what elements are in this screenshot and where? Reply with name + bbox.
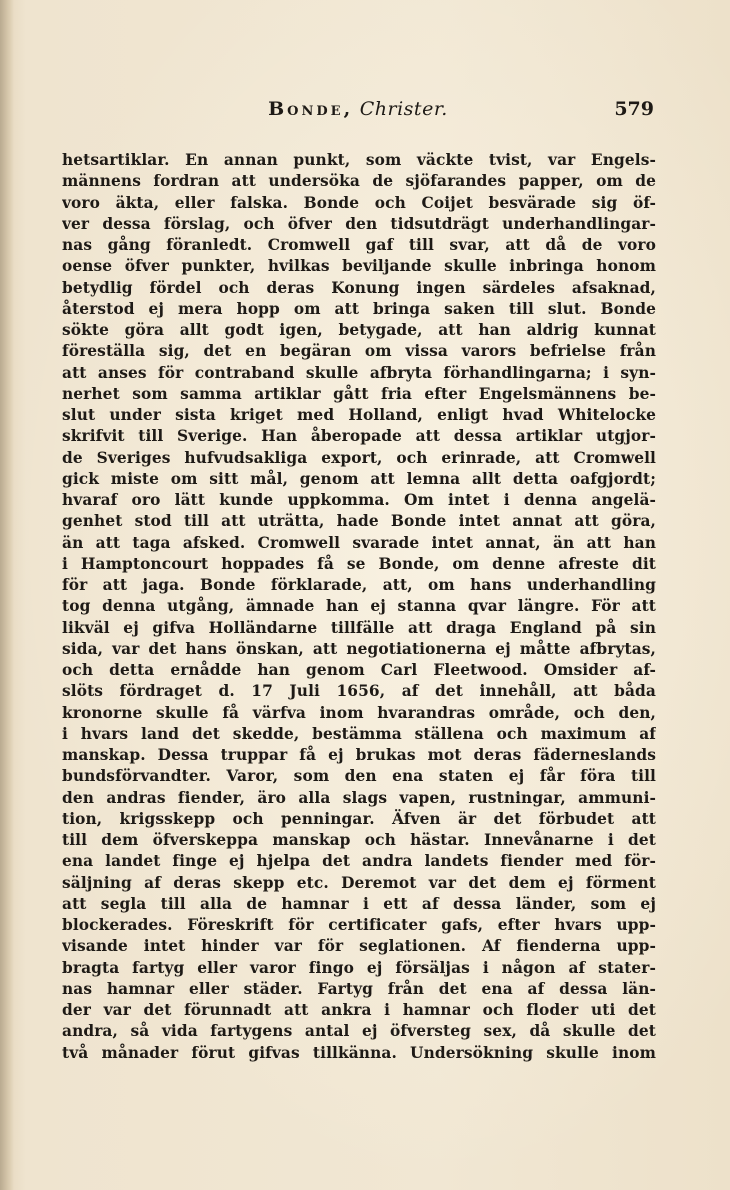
text-line: för att jaga. Bonde förklarade, att, om hans underhandling — [62, 576, 656, 594]
text-line: skrifvit till Sverige. Han åberopade att dessa artiklar utgjor- — [62, 427, 656, 446]
binding-edge — [0, 0, 14, 1190]
text-line: nas hamnar eller städer. Fartyg från det ena af dessa län- — [62, 979, 656, 998]
text-line: blockerades. Föreskrift för certificater gafs, efter hvars upp- — [62, 916, 656, 934]
text-line: visande intet hinder var för seglationen. Af fienderna upp- — [62, 937, 656, 956]
text-line: gick miste om sitt mål, genom att lemna allt detta oafgjordt; — [62, 469, 656, 488]
page-header — [62, 98, 654, 128]
page-number: 579 — [614, 98, 654, 120]
text-line: der var det förunnadt att ankra i hamnar och floder uti det — [62, 1001, 656, 1019]
text-line: slöts fördraget d. 17 Juli 1656, af det innehåll, att båda — [62, 682, 656, 701]
body-text — [62, 150, 656, 1064]
text-line: till dem öfverskeppa manskap och hästar. Innevånarne i det — [62, 831, 656, 849]
text-line: den andras fiender, äro alla slags vapen, rustningar, ammuni- — [62, 788, 656, 807]
text-line: sökte göra allt godt igen, betygade, att han aldrig kunnat — [62, 321, 656, 339]
running-head — [62, 98, 654, 120]
text-line: och detta ernådde han genom Carl Fleetwood. Omsider af- — [62, 661, 656, 679]
text-line: sida, var det hans önskan, att negotiationerna ej måtte afbrytas, — [62, 639, 656, 658]
text-line: oense öfver punkter, hvilkas beviljande skulle inbringa honom — [62, 257, 656, 276]
running-head-surname: Bonde, — [268, 98, 354, 120]
text-line: nerhet som samma artiklar gått fria efter Engelsmännens be- — [62, 384, 656, 403]
text-line: säljning af deras skepp etc. Deremot var det dem ej förment — [62, 873, 656, 892]
text-line: genhet stod till att uträtta, hade Bonde intet annat att göra, — [62, 512, 656, 531]
text-line: ver dessa förslag, och öfver den tidsutdrägt underhandlingar- — [62, 214, 656, 233]
text-line: att anses för contraband skulle afbryta förhandlingarna; i syn- — [62, 363, 656, 382]
text-line: manskap. Dessa truppar få ej brukas mot deras fäderneslands — [62, 746, 656, 764]
text-line: kronorne skulle få värfva inom hvarandras område, och den, — [62, 703, 656, 722]
text-line: likväl ej gifva Holländarne tillfälle att draga England på sin — [62, 618, 656, 637]
text-line: ena landet finge ej hjelpa det andra landets fiender med för- — [62, 852, 656, 871]
text-line: andra, så vida fartygens antal ej öfversteg sex, då skulle det — [62, 1022, 656, 1041]
text-line: två månader förut gifvas tillkänna. Undersökning skulle inom — [62, 1043, 656, 1062]
text-line: männens fordran att undersöka de sjöfarandes papper, om de — [62, 172, 656, 191]
text-line: föreställa sig, det en begäran om vissa varors befrielse från — [62, 342, 656, 361]
running-head-given-name: Christer. — [359, 98, 448, 120]
text-line: bragta fartyg eller varor fingo ej försäljas i någon af stater- — [62, 958, 656, 977]
text-line: de Sveriges hufvudsakliga export, och erinrade, att Cromwell — [62, 448, 656, 467]
text-line: slut under sista kriget med Holland, enligt hvad Whitelocke — [62, 406, 656, 424]
text-line: hetsartiklar. En annan punkt, som väckte tvist, var Engels- — [62, 151, 656, 169]
text-line: tion, krigsskepp och penningar. Äfven är det förbudet att — [62, 809, 656, 828]
text-line: nas gång föranledt. Cromwell gaf till svar, att då de voro — [62, 236, 656, 254]
text-line: i hvars land det skedde, bestämma ställena och maximum af — [62, 724, 656, 743]
text-line: i Hamptoncourt hoppades få se Bonde, om denne afreste dit — [62, 554, 656, 573]
text-line: återstod ej mera hopp om att bringa saken till slut. Bonde — [62, 299, 656, 318]
text-line: betydlig fördel och deras Konung ingen särdeles afsaknad, — [62, 278, 656, 297]
text-line: bundsförvandter. Varor, som den ena staten ej får föra till — [62, 767, 656, 786]
text-line: voro äkta, eller falska. Bonde och Coijet besvärade sig öf- — [62, 193, 656, 212]
text-line: tog denna utgång, ämnade han ej stanna qvar längre. För att — [62, 597, 656, 616]
text-line: att segla till alla de hamnar i ett af dessa länder, som ej — [62, 894, 656, 913]
text-line: hvaraf oro lätt kunde uppkomma. Om intet i denna angelä- — [62, 491, 656, 509]
text-line: än att taga afsked. Cromwell svarade intet annat, än att han — [62, 533, 656, 552]
